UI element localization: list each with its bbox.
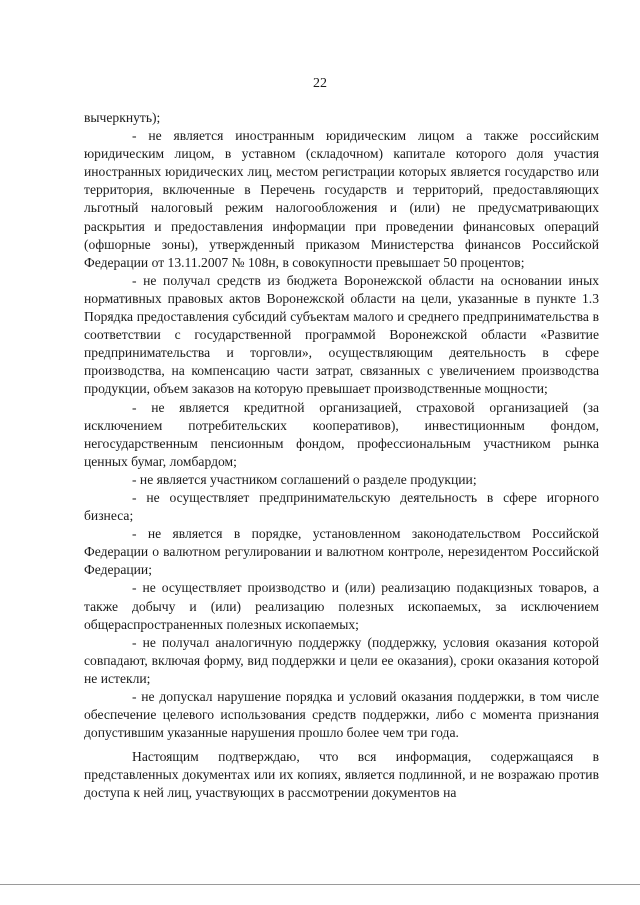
page-bottom-divider xyxy=(0,884,640,885)
list-item-financial-organization-condition: - не является кредитной организацией, страховой организацией (за исключением потребительских кооперативов), инвестиционным фондом, негосударственным пенсионным фондом, профессиональным участником рынка ценных бумаг, ломбардом; xyxy=(84,399,599,469)
list-item-gambling-condition: - не осуществляет предпринимательскую деятельность в сфере игорного бизнеса; xyxy=(84,489,599,524)
list-item-violation-condition: - не допускал нарушение порядка и условий оказания поддержки, в том числе обеспечение целевого использования средств поддержки, либо с момента признания допустившим указанные нарушения прошло более чем три года. xyxy=(84,689,599,741)
page-number: 22 xyxy=(313,76,327,91)
list-item-offshore-condition: - не является иностранным юридическим лицом а также российским юридическим лицом, в уставном (складочном) капитале которого доля участия иностранных юридических лиц, местом регистрации которых является государство или территория, включенные в Перечень государств и территорий, предоставляющих льготный налоговый режим налогообложения и (или) не предусматривающих раскрытия и предоставления информации при проведении финансовых операций (офшорные зоны), утвержденный приказом Министерства финансов Российской Федерации от 13.11.2007 № 108н, в совокупности превышает 50 процентов; xyxy=(84,128,599,270)
list-item-budget-funds-condition: - не получал средств из бюджета Воронежской области на основании иных нормативных правовых актов Воронежской области на цели, указанные в пункте 1.3 Порядка предоставления субсидий субъектам малого и среднего предпринимательства в соответствии с государственной программой Воронежской области «Развитие предпринимательства и торговли», осуществляющим деятельность в сфере производства, на компенсацию части затрат, связанных с увеличением производства продукции, объем заказов на которую превышает производственные мощности; xyxy=(84,272,599,397)
list-item-production-sharing-condition: - не является участником соглашений о разделе продукции; xyxy=(132,471,477,487)
list-item-nonresident-condition: - не является в порядке, установленном законодательством Российской Федерации о валютном регулировании и валютном контроле, нерезидентом Российской Федерации; xyxy=(84,526,599,578)
paragraph-continuation: вычеркнуть); xyxy=(84,110,161,125)
list-item-excise-goods-condition: - не осуществляет производство и (или) реализацию подакцизных товаров, а также добычу и (или) реализацию полезных ископаемых, за исключением общераспространенных полезных ископаемых; xyxy=(84,580,599,632)
list-item-similar-support-condition: - не получал аналогичную поддержку (поддержку, условия оказания которой совпадают, включая форму, вид поддержки и цели ее оказания), сроки оказания которой не истекли; xyxy=(84,634,599,686)
document-body xyxy=(84,109,599,803)
confirmation-paragraph: Настоящим подтверждаю, что вся информация, содержащаяся в представленных документах или их копиях, является подлинной, и не возражаю против доступа к ней лиц, участвующих в рассмотрении документов на xyxy=(84,749,599,801)
